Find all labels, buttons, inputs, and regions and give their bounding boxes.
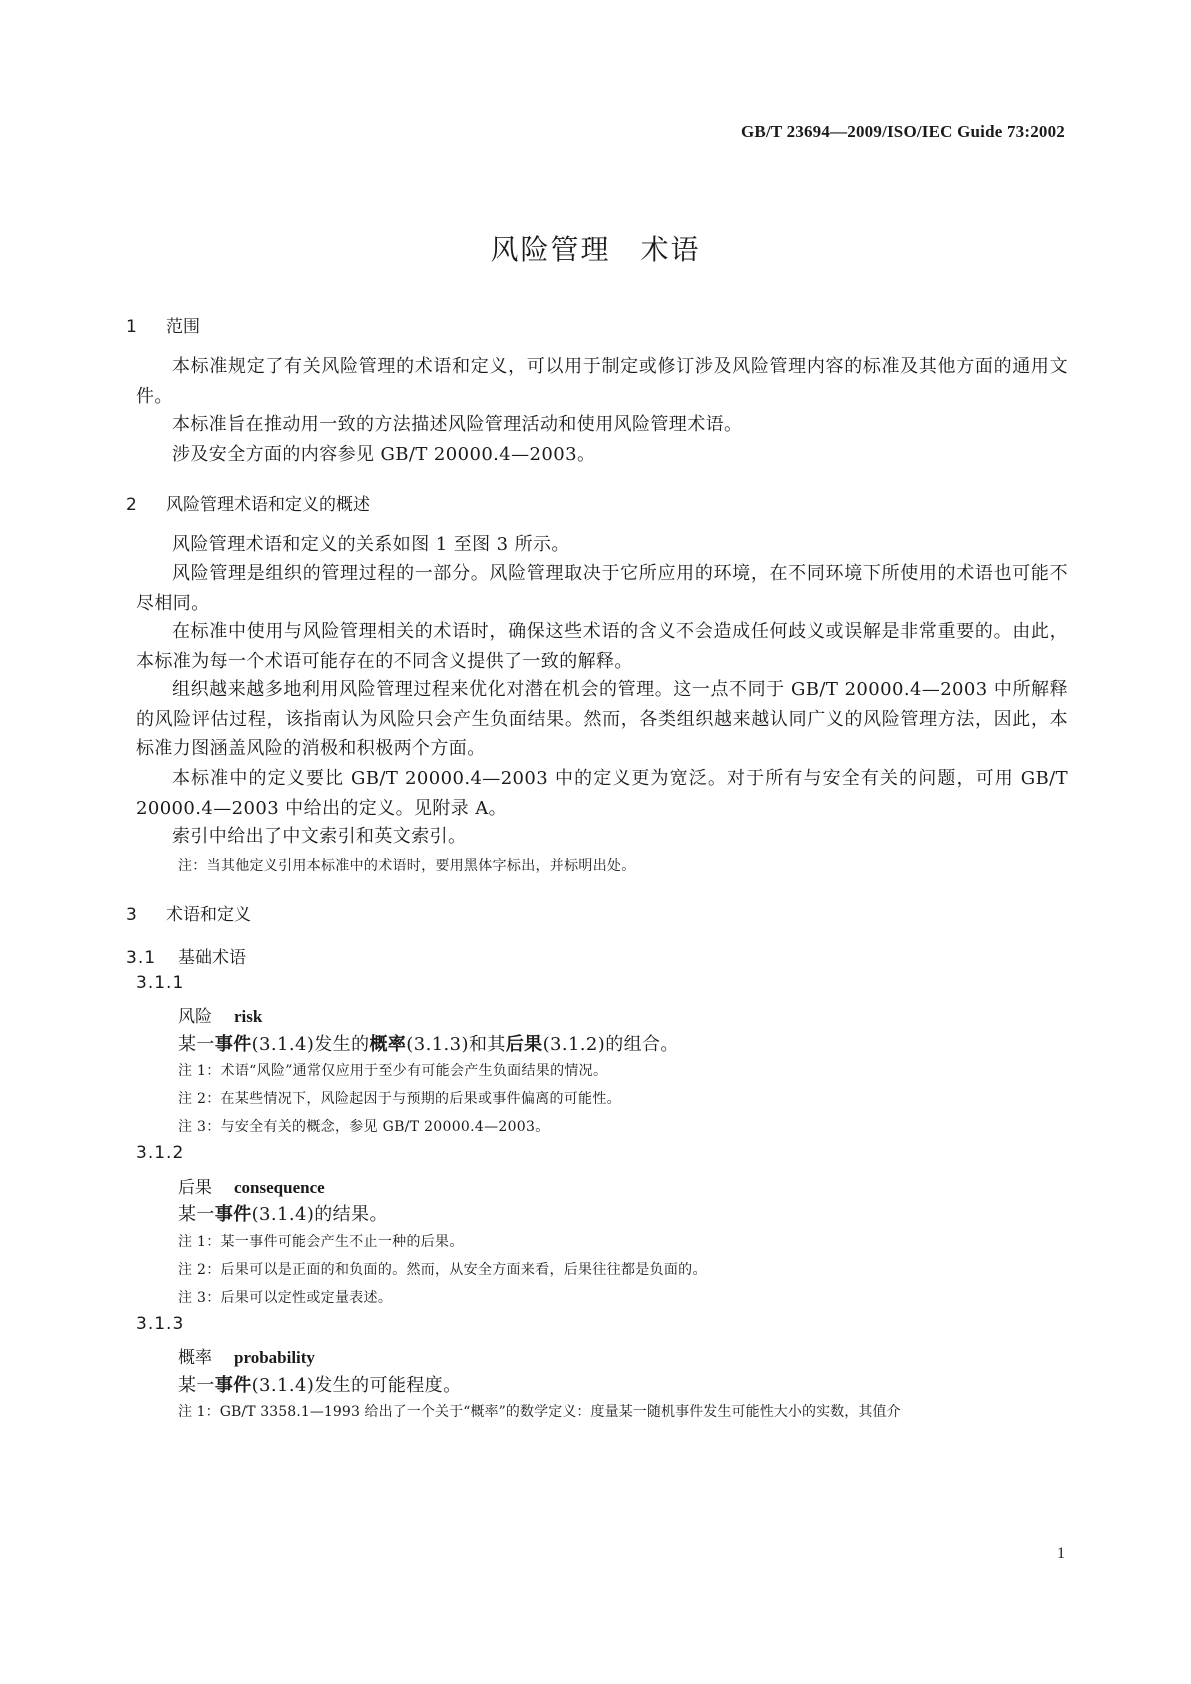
section-title: 范围 (166, 317, 200, 337)
section-number: 3 (126, 905, 137, 925)
term-note: 注 1：术语“风险”通常仅应用于至少有可能会产生负面结果的情况。 (178, 1063, 608, 1079)
subsection-3-1-heading (126, 943, 246, 968)
term-note: 注 3：与安全有关的概念，参见 GB/T 20000.4—2003。 (178, 1119, 550, 1135)
document-title: 风险管理 术语 (490, 233, 701, 266)
def-ref-term: 事件 (214, 1375, 252, 1396)
def-text: (3.1.3)和其 (406, 1034, 506, 1055)
sec2-paragraph-1: 风险管理术语和定义的关系如图 1 至图 3 所示。 (172, 534, 570, 555)
term-heading (178, 1343, 315, 1368)
sec2-note: 注：当其他定义引用本标准中的术语时，要用黑体字标出，并标明出处。 (178, 858, 636, 874)
term-en: probability (234, 1348, 315, 1367)
term-en: risk (234, 1007, 263, 1026)
term-number: 3.1.1 (136, 973, 185, 993)
term-note: 注 2：在某些情况下，风险起因于与预期的后果或事件偏离的可能性。 (178, 1091, 621, 1107)
term-heading (178, 1002, 262, 1027)
section-1-heading (126, 312, 200, 337)
term-heading (178, 1173, 325, 1198)
term-zh: 后果 (178, 1178, 212, 1198)
subsection-number: 3.1 (126, 948, 157, 968)
term-zh: 风险 (178, 1007, 212, 1027)
def-ref-term: 事件 (214, 1204, 252, 1225)
def-text: (3.1.4)发生的 (251, 1034, 370, 1055)
def-text: (3.1.4)发生的可能程度。 (251, 1375, 462, 1396)
page-number: 1 (1057, 1545, 1065, 1562)
def-text: (3.1.4)的结果。 (251, 1204, 388, 1225)
sec2-paragraph-6: 索引中给出了中文索引和英文索引。 (172, 826, 467, 847)
section-number: 1 (126, 317, 137, 337)
sec2-paragraph-2: 风险管理是组织的管理过程的一部分。风险管理取决于它所应用的环境，在不同环境下所使用的术语也可能不尽相同。 (136, 563, 1068, 614)
term-note: 注 3：后果可以定性或定量表述。 (178, 1290, 393, 1306)
term-note: 注 2：后果可以是正面的和负面的。然而，从安全方面来看，后果往往都是负面的。 (178, 1262, 707, 1278)
sec1-paragraph-1: 本标准规定了有关风险管理的术语和定义，可以用于制定或修订涉及风险管理内容的标准及其他方面的通用文件。 (136, 356, 1068, 407)
term-definition (178, 1030, 679, 1056)
def-ref-term: 概率 (369, 1034, 407, 1055)
def-ref-term: 事件 (214, 1034, 252, 1055)
subsection-title: 基础术语 (178, 948, 246, 968)
section-3-heading (126, 900, 251, 925)
def-text: 某一 (178, 1034, 215, 1055)
term-definition (178, 1371, 461, 1397)
def-text: 某一 (178, 1375, 215, 1396)
sec1-paragraph-2: 本标准旨在推动用一致的方法描述风险管理活动和使用风险管理术语。 (172, 414, 743, 435)
term-en: consequence (234, 1178, 325, 1197)
sec2-paragraph-5: 本标准中的定义要比 GB/T 20000.4—2003 中的定义更为宽泛。对于所有与安全有关的问题，可用 GB/T 20000.4—2003 中给出的定义。见附录 A。 (136, 768, 1068, 819)
sec1-paragraph-3: 涉及安全方面的内容参见 GB/T 20000.4—2003。 (172, 444, 596, 465)
def-text: (3.1.2)的组合。 (542, 1034, 679, 1055)
section-title: 风险管理术语和定义的概述 (166, 495, 370, 515)
term-zh: 概率 (178, 1348, 212, 1368)
term-definition (178, 1200, 388, 1226)
def-ref-term: 后果 (505, 1034, 543, 1055)
term-number: 3.1.3 (136, 1314, 185, 1334)
term-number: 3.1.2 (136, 1143, 185, 1163)
standard-code: GB/T 23694—2009/ISO/IEC Guide 73:2002 (741, 122, 1065, 141)
section-number: 2 (126, 495, 137, 515)
section-2-heading (126, 490, 370, 515)
term-note: 注 1：某一事件可能会产生不止一种的后果。 (178, 1234, 464, 1250)
sec2-paragraph-4: 组织越来越多地利用风险管理过程来优化对潜在机会的管理。这一点不同于 GB/T 20000.4—2003 中所解释的风险评估过程，该指南认为风险只会产生负面结果。然而，各类组织越来越认同广义的风险管理方法，因此，本标准力图涵盖风险的消极和积极两个方面。 (136, 679, 1068, 759)
section-title: 术语和定义 (166, 905, 251, 925)
sec2-paragraph-3: 在标准中使用与风险管理相关的术语时，确保这些术语的含义不会造成任何歧义或误解是非常重要的。由此，本标准为每一个术语可能存在的不同含义提供了一致的解释。 (136, 621, 1068, 672)
term-note: 注 1：GB/T 3358.1—1993 给出了一个关于“概率”的数学定义：度量某一随机事件发生可能性大小的实数，其值介 (178, 1404, 901, 1420)
def-text: 某一 (178, 1204, 215, 1225)
